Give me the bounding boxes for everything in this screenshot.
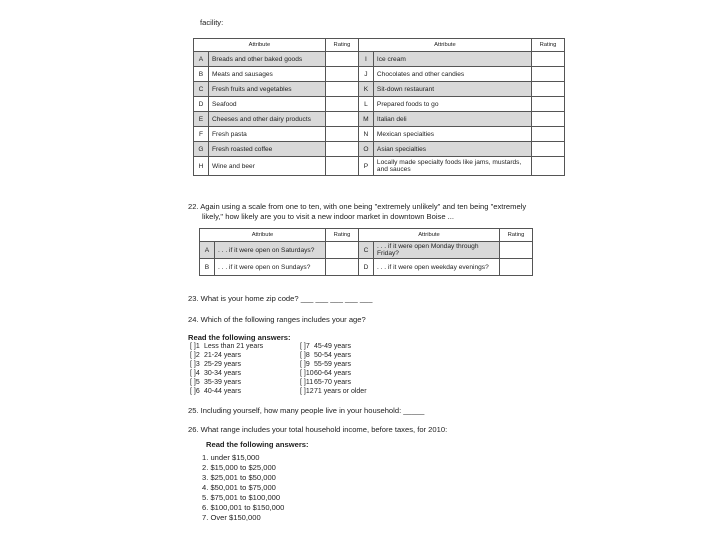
age-option[interactable] <box>190 370 241 379</box>
rating-cell[interactable] <box>532 142 565 157</box>
question-24: 24. Which of the following ranges includes your age? <box>188 315 366 324</box>
age-option[interactable] <box>190 361 241 370</box>
row-letter: I <box>358 52 373 67</box>
table-row <box>194 157 565 176</box>
attribute-label: Breads and other baked goods <box>209 52 326 67</box>
checkbox[interactable]: [ ]3 <box>190 361 200 368</box>
row-letter: D <box>194 97 209 112</box>
row-letter: N <box>358 127 373 142</box>
income-option[interactable]: 6. $100,001 to $150,000 <box>202 503 285 512</box>
row-letter: D <box>358 259 373 276</box>
rating-cell[interactable] <box>532 67 565 82</box>
option-label: 71 years or older <box>314 388 367 395</box>
table-row <box>194 142 565 157</box>
age-option[interactable] <box>190 388 241 397</box>
col-header-rating-right: Rating <box>532 39 565 52</box>
row-letter: O <box>358 142 373 157</box>
rating-cell[interactable] <box>532 127 565 142</box>
question-22-line-1: 22. Again using a scale from one to ten, with one being "extremely unlikely" and ten being "extremely <box>188 202 527 211</box>
age-option[interactable] <box>300 388 367 397</box>
attribute-label: Fresh fruits and vegetables <box>209 82 326 97</box>
option-label: 25-29 years <box>204 361 241 368</box>
table-row <box>194 127 565 142</box>
age-option[interactable] <box>300 370 351 379</box>
rating-cell[interactable] <box>325 127 358 142</box>
question-26: 26. What range includes your total household income, before taxes, for 2010: <box>188 425 448 434</box>
attribute-label: Cheeses and other dairy products <box>209 112 326 127</box>
table-row <box>194 67 565 82</box>
age-option[interactable] <box>300 352 351 361</box>
attribute-label: . . . if it were open weekday evenings? <box>373 259 499 276</box>
checkbox[interactable]: [ ]5 <box>190 379 200 386</box>
likelihood-rating-table <box>199 228 533 276</box>
question-22-line-2: likely," how likely are you to visit a new indoor market in downtown Boise ... <box>202 212 454 221</box>
row-letter: L <box>358 97 373 112</box>
attribute-label: Fresh pasta <box>209 127 326 142</box>
rating-cell[interactable] <box>325 82 358 97</box>
attribute-rating-table <box>193 38 565 176</box>
age-option[interactable] <box>190 343 263 352</box>
option-label: 35-39 years <box>204 379 241 386</box>
col-header-rating-right: Rating <box>500 229 533 242</box>
attribute-label: Fresh roasted coffee <box>209 142 326 157</box>
option-label: 60-64 years <box>314 370 351 377</box>
attribute-label: Meats and sausages <box>209 67 326 82</box>
income-option[interactable]: 5. $75,001 to $100,000 <box>202 493 281 502</box>
attribute-label: Mexican specialties <box>373 127 531 142</box>
row-letter: C <box>194 82 209 97</box>
col-header-attribute-left: Attribute <box>194 39 326 52</box>
age-option[interactable] <box>300 379 351 388</box>
attribute-label: . . . if it were open on Saturdays? <box>215 242 326 259</box>
table-row <box>194 97 565 112</box>
row-letter: A <box>200 242 215 259</box>
rating-cell[interactable] <box>532 52 565 67</box>
income-option[interactable]: 3. $25,001 to $50,000 <box>202 473 276 482</box>
age-option[interactable] <box>190 379 241 388</box>
checkbox[interactable]: [ ]12 <box>300 388 314 395</box>
attribute-label: Prepared foods to go <box>373 97 531 112</box>
col-header-rating-left: Rating <box>325 229 358 242</box>
row-letter: J <box>358 67 373 82</box>
table-row <box>194 82 565 97</box>
rating-cell[interactable] <box>325 97 358 112</box>
question-24-instruction: Read the following answers: <box>188 333 291 342</box>
row-letter: K <box>358 82 373 97</box>
row-letter: P <box>358 157 373 176</box>
checkbox[interactable]: [ ]7 <box>300 343 310 350</box>
checkbox[interactable]: [ ]2 <box>190 352 200 359</box>
attribute-label: Locally made specialty foods like jams, mustards, and sauces <box>373 157 531 176</box>
attribute-label: Seafood <box>209 97 326 112</box>
age-option[interactable] <box>300 361 351 370</box>
attribute-label: Chocolates and other candies <box>373 67 531 82</box>
row-letter: A <box>194 52 209 67</box>
age-option[interactable] <box>190 352 241 361</box>
row-letter: B <box>200 259 215 276</box>
option-label: 50-54 years <box>314 352 351 359</box>
rating-cell[interactable] <box>500 259 533 276</box>
row-letter: C <box>358 242 373 259</box>
table-row <box>194 52 565 67</box>
option-label: 45-49 years <box>314 343 351 350</box>
col-header-attribute-left: Attribute <box>200 229 326 242</box>
income-option[interactable]: 2. $15,000 to $25,000 <box>202 463 276 472</box>
page-header-fragment: facility: <box>200 18 224 27</box>
rating-cell[interactable] <box>532 97 565 112</box>
col-header-attribute-right: Attribute <box>358 39 531 52</box>
option-label: 65-70 years <box>314 379 351 386</box>
col-header-attribute-right: Attribute <box>358 229 499 242</box>
question-26-instruction: Read the following answers: <box>206 440 309 449</box>
option-label: Less than 21 years <box>204 343 264 350</box>
attribute-label: Ice cream <box>373 52 531 67</box>
checkbox[interactable]: [ ]6 <box>190 388 200 395</box>
income-option[interactable]: 1. under $15,000 <box>202 453 260 462</box>
checkbox[interactable]: [ ]8 <box>300 352 310 359</box>
option-label: 55-59 years <box>314 361 351 368</box>
option-label: 30-34 years <box>204 370 241 377</box>
question-25: 25. Including yourself, how many people live in your household: _____ <box>188 406 425 415</box>
checkbox[interactable]: [ ]11 <box>300 379 314 386</box>
option-label: 40-44 years <box>204 388 241 395</box>
row-letter: G <box>194 142 209 157</box>
row-letter: B <box>194 67 209 82</box>
rating-cell[interactable] <box>325 112 358 127</box>
rating-cell[interactable] <box>532 82 565 97</box>
rating-cell[interactable] <box>500 242 533 259</box>
question-23: 23. What is your home zip code? ___ ___ ___ ___ ___ <box>188 294 373 303</box>
attribute-label: Sit-down restaurant <box>373 82 531 97</box>
row-letter: F <box>194 127 209 142</box>
checkbox[interactable]: [ ]9 <box>300 361 310 368</box>
row-letter: H <box>194 157 209 176</box>
rating-cell[interactable] <box>532 157 565 176</box>
rating-cell[interactable] <box>532 112 565 127</box>
rating-cell[interactable] <box>325 242 358 259</box>
table-row <box>200 259 533 276</box>
rating-cell[interactable] <box>325 259 358 276</box>
option-label: 21-24 years <box>204 352 241 359</box>
checkbox[interactable]: [ ]1 <box>190 343 200 350</box>
attribute-label: . . . if it were open Monday through Friday? <box>373 242 499 259</box>
col-header-rating-left: Rating <box>325 39 358 52</box>
attribute-label: Wine and beer <box>209 157 326 176</box>
rating-cell[interactable] <box>325 52 358 67</box>
rating-cell[interactable] <box>325 157 358 176</box>
table-row <box>200 242 533 259</box>
attribute-label: . . . if it were open on Sundays? <box>215 259 326 276</box>
attribute-label: Asian specialties <box>373 142 531 157</box>
row-letter: E <box>194 112 209 127</box>
rating-cell[interactable] <box>325 67 358 82</box>
table-row <box>194 112 565 127</box>
income-option[interactable]: 4. $50,001 to $75,000 <box>202 483 276 492</box>
checkbox[interactable]: [ ]4 <box>190 370 200 377</box>
rating-cell[interactable] <box>325 142 358 157</box>
attribute-label: Italian deli <box>373 112 531 127</box>
income-option[interactable]: 7. Over $150,000 <box>202 513 261 522</box>
age-option[interactable] <box>300 343 351 352</box>
row-letter: M <box>358 112 373 127</box>
checkbox[interactable]: [ ]10 <box>300 370 314 377</box>
